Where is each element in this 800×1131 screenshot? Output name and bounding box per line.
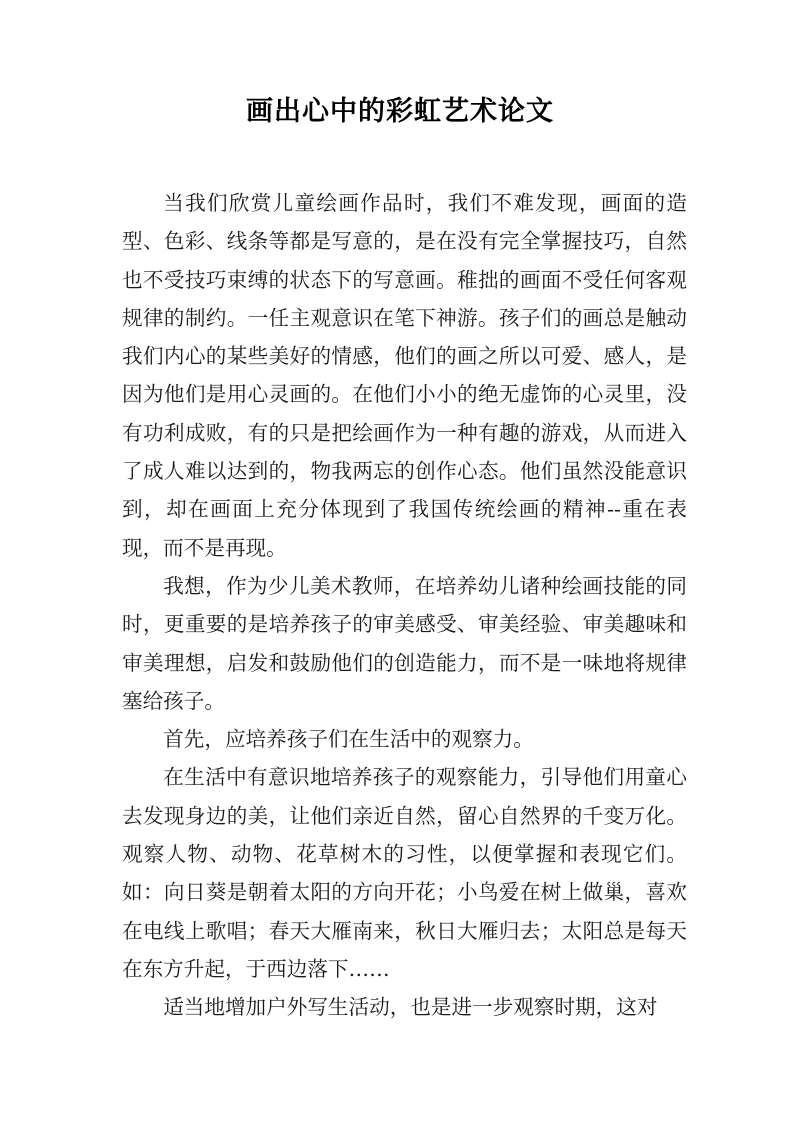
document-body [122, 184, 687, 1027]
paragraph-4: 在生活中有意识地培养孩子的观察能力，引导他们用童心去发现身边的美，让他们亲近自然，留心自然界的千变万化。观察人物、动物、花草树木的习性，以便掌握和表现它们。如：向日葵是朝着太阳的方向开花；小鸟爱在树上做巢，喜欢在电线上歌唱；春天大雁南来，秋日大雁归去；太阳总是每天在东方升起，于西边落下…… [122, 765, 687, 981]
document-title: 画出心中的彩虹艺术论文 [246, 96, 554, 127]
paragraph-1: 当我们欣赏儿童绘画作品时，我们不难发现，画面的造型、色彩、线条等都是写意的，是在没有完全掌握技巧，自然也不受技巧束缚的状态下的写意画。稚拙的画面不受任何客观规律的制约。一任主观意识在笔下神游。孩子们的画总是触动我们内心的某些美好的情感，他们的画之所以可爱、感人，是因为他们是用心灵画的。在他们小小的绝无虚饰的心灵里，没有功利成败，有的只是把绘画作为一种有趣的游戏，从而进入了成人难以达到的，物我两忘的创作心态。他们虽然没能意识到，却在画面上充分体现到了我国传统绘画的精神--重在表现，而不是再现。 [122, 191, 687, 560]
paragraph-2: 我想，作为少儿美术教师，在培养幼儿诸种绘画技能的同时，更重要的是培养孩子的审美感受、审美经验、审美趣味和审美理想，启发和鼓励他们的创造能力，而不是一味地将规律塞给孩子。 [122, 573, 687, 713]
paragraph-5: 适当地增加户外写生活动，也是进一步观察时期，这对 [163, 995, 658, 1020]
paragraph-3: 首先，应培养孩子们在生活中的观察力。 [163, 727, 534, 752]
